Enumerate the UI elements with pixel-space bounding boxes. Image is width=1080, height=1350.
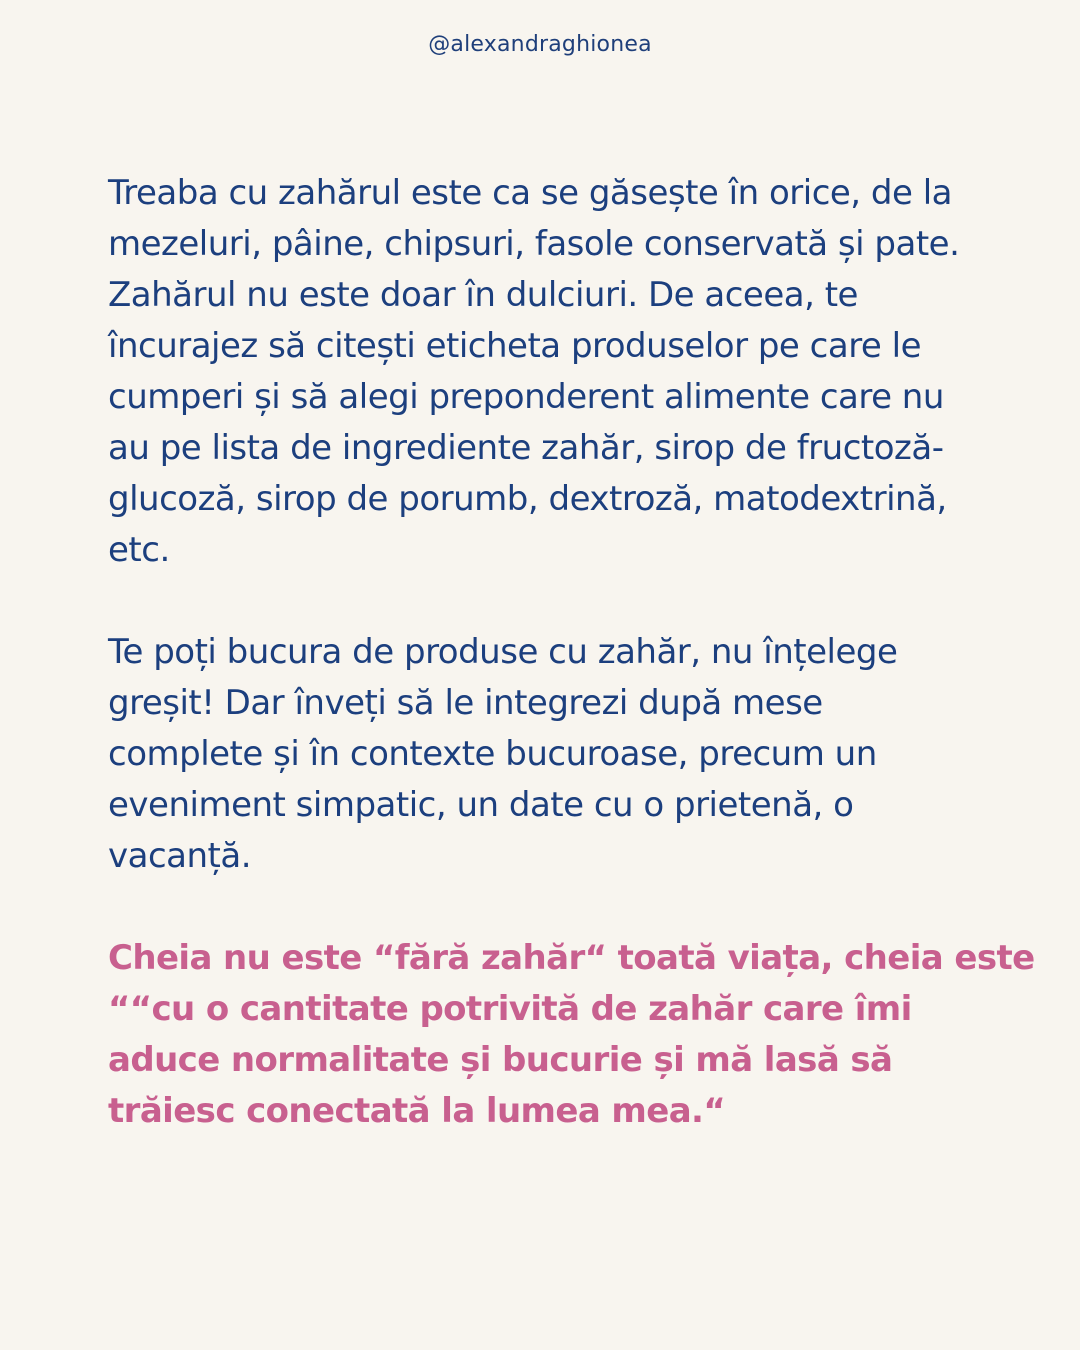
text-line: etc. bbox=[108, 530, 170, 570]
text-line: Te poți bucura de produse cu zahăr, nu înțelege bbox=[108, 632, 898, 672]
text-line: greșit! Dar înveți să le integrezi după mese bbox=[108, 683, 823, 723]
quote-line: ““cu o cantitate potrivită de zahăr care îmi bbox=[108, 989, 912, 1029]
text-line: eveniment simpatic, un date cu o prietenă, o bbox=[108, 785, 854, 825]
text-line: vacanță. bbox=[108, 836, 252, 876]
text-line: încurajez să citești eticheta produselor pe care le bbox=[108, 326, 922, 366]
paragraph-enjoy-sugar bbox=[108, 627, 988, 882]
text-line: au pe lista de ingrediente zahăr, sirop de fructoză- bbox=[108, 428, 944, 468]
highlight-quote bbox=[108, 933, 1035, 1137]
text-line: mezeluri, pâine, chipsuri, fasole conservată și pate. bbox=[108, 224, 960, 264]
quote-line: aduce normalitate și bucurie și mă lasă să bbox=[108, 1040, 893, 1080]
text-line: complete și în contexte bucuroase, precum un bbox=[108, 734, 877, 774]
paragraph-sugar-everywhere bbox=[108, 168, 988, 576]
account-handle: @alexandraghionea bbox=[428, 32, 652, 57]
quote-line: trăiesc conectată la lumea mea.“ bbox=[108, 1091, 726, 1131]
text-line: Zahărul nu este doar în dulciuri. De aceea, te bbox=[108, 275, 858, 315]
post-text bbox=[108, 168, 1035, 1137]
text-line: glucoză, sirop de porumb, dextroză, matodextrină, bbox=[108, 479, 947, 519]
quote-line: Cheia nu este “fără zahăr“ toată viața, cheia este bbox=[108, 938, 1035, 978]
text-line: Treaba cu zahărul este ca se găsește în orice, de la bbox=[108, 173, 953, 213]
text-line: cumperi și să alegi preponderent alimente care nu bbox=[108, 377, 944, 417]
